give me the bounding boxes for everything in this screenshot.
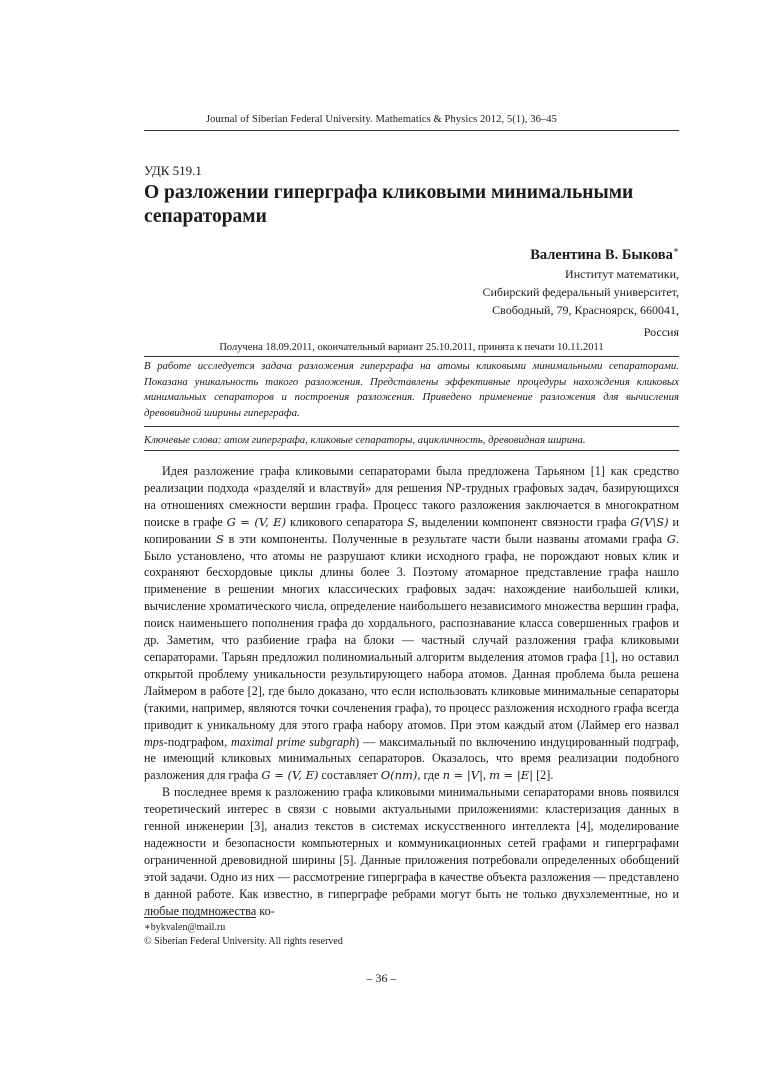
body-paragraph: Идея разложение графа кликовыми сепараторами была предложена Тарьяном [1] как средство реализации подхода «разделяй и властвуй» для решения NP-трудных графовых задач, базирующихся на отношениях смежности вершин графа. Процесс такого разложения заключается в многократном поиске в графе G = (V, E) кликового сепаратора S, выделении компонент связности графа G(V\S) и копировании S в эти компоненты. Полученные в результате части были названы атомами графа G. Было установлено, что атомы не разрушают клики исходного графа, не порождают новых клик и сохраняют бесхордовые циклы длины более 3. Поэтому атомарное представление графа нашло применение в решении многих классических графовых задач: нахождение наибольшей клики, вычисление хроматического числа, определение наибольшего независимого множества вершин графа, поиск наименьшего пополнения графа до хордального, распознавание класса совершенных графов и др. Заметим, что разбиение графа на блоки — частный случай разложения графа кликовыми сепараторами. Тарьян предложил полиномиальный алгоритм выделения атомов графа [1], но оставил открытой проблему уникальности результирующего набора атомов. Данная проблема была решена Лаймером в работе [2], где было доказано, что если использовать кликовые минимальные сепараторы (такими, например, являются точки сочленения графа), то процесс разложения исходного графа всегда приводит к уникальному для этого графа набору атомов. При этом каждый атом (Лаймер его назвал mps-подграфом, maximal prime subgraph) — максимальный по включению индуцированный подграф, не имеющий кликовых минимальных сепараторов. Оказалось, что время реализации подобного разложения для графа G = (V, E) составляет O(nm), где n = |V|, m = |E| [2]. [144, 464, 679, 783]
math-graph-symbol: G [666, 531, 676, 546]
header-rule [144, 130, 679, 131]
math-m: m = |E| [489, 768, 534, 783]
footnote-copyright: © Siberian Federal University. All rights reserved [144, 936, 343, 947]
abstract-top-rule [144, 356, 679, 357]
running-head: Journal of Siberian Federal University. Mathematics & Physics 2012, 5(1), 36–45 [205, 114, 558, 125]
footnote-email: ∗bykvalen@mail.ru [144, 922, 226, 933]
math-complexity: O(nm) [380, 768, 418, 783]
math-separator: S [215, 531, 224, 546]
abstract-mid-rule [144, 426, 679, 427]
body-text [144, 463, 679, 919]
math-graph: G = (V, E) [261, 768, 319, 783]
affiliation-line: Сибирский федеральный университет, [482, 284, 679, 299]
term-english: maximal prime subgraph [231, 734, 356, 749]
affiliation-line: Свободный, 79, Красноярск, 660041, [492, 302, 679, 317]
affiliation-line: Институт математики, [565, 266, 679, 281]
author-footnote-mark: ∗ [672, 245, 679, 255]
math-n: n = |V| [442, 768, 483, 783]
affiliation-country: Россия [643, 324, 679, 339]
keywords: Ключевые слова: атом гиперграфа, кликовые сепараторы, ацикличность, древовидная ширина. [144, 434, 586, 446]
author-name: Валентина В. Быкова∗ [530, 245, 679, 263]
abstract-bottom-rule [144, 450, 679, 451]
author-block [482, 240, 679, 341]
footnotes [144, 921, 343, 949]
math-separator: S [406, 514, 415, 529]
page-number: – 36 – [366, 971, 397, 985]
term-mps: mps [144, 734, 164, 749]
body-paragraph: В последнее время к разложению графа кликовыми минимальными сепараторами вновь появился теоретический интерес в связи с новыми актуальными приложениями: кластеризация данных в генной инженерии [3], анализ текстов в системах искусственного интеллекта [4], моделирование надежности и безопасности компьютерных и коммуникационных сетей графами и гиперграфами ограниченной древовидной ширины [5]. Данные приложения потребовали определенных обобщений этой задачи. Одно из них — рассмотрение гиперграфа в качестве объекта разложения — представлено в данной работе. Как известно, в гиперграфе ребрами могут быть не только двухэлементные, но и любые подмножества ко- [144, 785, 679, 918]
footnote-rule [144, 917, 256, 918]
math-graph: G = (V, E) [226, 514, 287, 529]
abstract: В работе исследуется задача разложения гиперграфа на атомы кликовыми минимальными сепараторами. Показана уникальность такого разложения. Представлены эффективные процедуры нахождения кликовых минимальных сепараторов и построения разложения. Приведено применение разложения для вычисления древовидной ширины гиперграфа. [144, 360, 679, 419]
article-title: О разложении гиперграфа кликовыми минимальными сепараторами [144, 182, 634, 227]
udk-code: УДК 519.1 [144, 163, 202, 178]
article-dates: Получена 18.09.2011, окончательный вариант 25.10.2011, принята к печати 10.11.2011 [219, 342, 604, 353]
math-subgraph: G(V\S) [630, 514, 669, 529]
